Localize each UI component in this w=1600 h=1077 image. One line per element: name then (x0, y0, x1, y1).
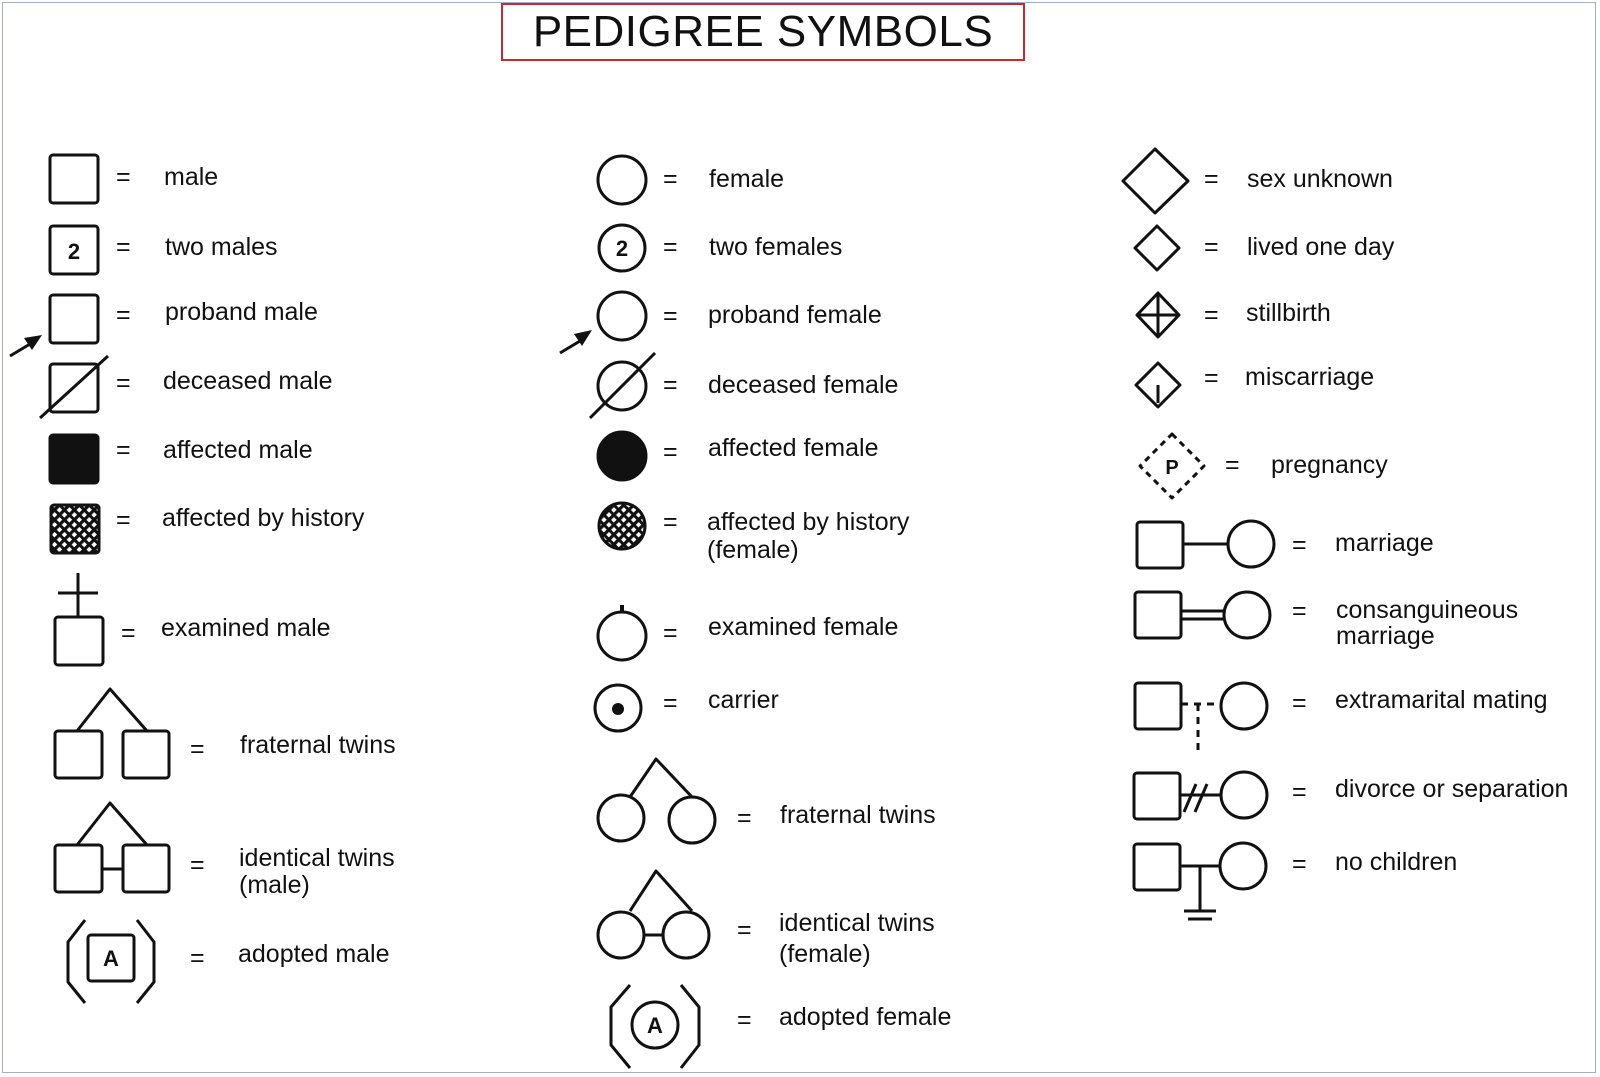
extramarital-mating-symbol (1135, 683, 1267, 753)
label-pregnancy: pregnancy (1271, 451, 1388, 479)
no-children-symbol (1134, 843, 1266, 919)
affected-female-symbol (598, 432, 646, 480)
label-two-females: two females (709, 233, 843, 261)
two-females-symbol (599, 225, 645, 271)
equals-sign: = (1292, 689, 1307, 717)
label-affected-female: affected female (708, 434, 879, 462)
equals-sign: = (1292, 531, 1307, 559)
page-title: PEDIGREE SYMBOLS (532, 7, 994, 56)
adopted-female-symbol (611, 985, 699, 1068)
affected-by-history-male-symbol (51, 505, 99, 553)
equals-sign: = (116, 233, 131, 261)
label-deceased-male: deceased male (163, 367, 333, 395)
label-identical-twins-male-note: (male) (239, 871, 310, 899)
equals-sign: = (1204, 233, 1219, 261)
identical-twins-female-symbol (598, 871, 709, 958)
two-males-symbol (50, 226, 98, 274)
equals-sign: = (1292, 597, 1307, 625)
fraternal-twins-male-symbol (55, 689, 169, 778)
equals-sign: = (1292, 850, 1307, 878)
marriage-symbol (1137, 521, 1274, 568)
equals-sign: = (116, 301, 131, 329)
svg-text:A: A (647, 1013, 663, 1038)
equals-sign: = (1204, 165, 1219, 193)
equals-sign: = (121, 619, 136, 647)
label-proband-male: proband male (165, 298, 318, 326)
label-no-children: no children (1335, 848, 1458, 876)
svg-text:2: 2 (615, 236, 629, 261)
equals-sign: = (663, 619, 678, 647)
label-carrier: carrier (708, 686, 779, 714)
label-proband-female: proband female (708, 301, 882, 329)
label-identical-twins-male: identical twins (239, 844, 395, 872)
label-adopted-female: adopted female (779, 1003, 952, 1031)
equals-sign: = (1204, 301, 1219, 329)
proband-arrow-icon (10, 335, 42, 356)
label-fraternal-twins-female: fraternal twins (780, 801, 936, 829)
label-affected-male: affected male (163, 436, 313, 464)
equals-sign: = (1225, 451, 1240, 479)
proband-female-symbol (598, 292, 646, 340)
sex-unknown-symbol (1123, 149, 1188, 213)
equals-sign: = (1204, 364, 1219, 392)
affected-by-history-female-symbol (599, 503, 645, 549)
stillbirth-symbol (1137, 293, 1179, 337)
pregnancy-symbol (1140, 434, 1204, 498)
affected-male-symbol (50, 435, 98, 483)
fraternal-twins-female-symbol (598, 759, 715, 843)
deceased-male-symbol (40, 356, 108, 418)
label-divorce-or-separation: divorce or separation (1335, 775, 1569, 803)
label-miscarriage: miscarriage (1245, 363, 1375, 391)
label-extramarital-mating: extramarital mating (1335, 686, 1548, 714)
proband-male-symbol (50, 295, 98, 343)
equals-sign: = (663, 438, 678, 466)
label-lived-one-day: lived one day (1247, 233, 1395, 261)
equals-sign: = (116, 436, 131, 464)
identical-twins-male-symbol (55, 803, 169, 892)
label-male: male (164, 163, 219, 191)
label-examined-female: examined female (708, 613, 899, 641)
equals-sign: = (190, 851, 205, 879)
label-marriage: marriage (1335, 529, 1434, 557)
consanguineous-marriage-symbol (1135, 592, 1270, 638)
label-adopted-male: adopted male (238, 940, 390, 968)
proband-arrow-icon (560, 330, 592, 353)
equals-sign: = (663, 689, 678, 717)
label-fraternal-twins-male: fraternal twins (240, 731, 396, 759)
svg-text:P: P (1165, 457, 1179, 479)
label-sex-unknown: sex unknown (1247, 165, 1393, 193)
label-affected-by-history-female: affected by history (707, 508, 910, 536)
equals-sign: = (737, 916, 752, 944)
equals-sign: = (737, 1006, 752, 1034)
deceased-female-symbol (590, 353, 655, 418)
divorce-symbol (1134, 772, 1267, 819)
examined-male-symbol (55, 573, 103, 665)
equals-sign: = (1292, 778, 1307, 806)
adopted-male-symbol (68, 920, 154, 1003)
miscarriage-symbol (1136, 363, 1180, 407)
equals-sign: = (663, 371, 678, 399)
equals-sign: = (190, 735, 205, 763)
equals-sign: = (663, 508, 678, 536)
equals-sign: = (116, 506, 131, 534)
label-female: female (709, 165, 785, 193)
female-symbol (598, 156, 646, 204)
equals-sign: = (663, 233, 678, 261)
lived-one-day-symbol (1135, 226, 1179, 270)
equals-sign: = (116, 369, 131, 397)
label-consanguineous: consanguineous (1336, 596, 1519, 624)
equals-sign: = (663, 302, 678, 330)
svg-text:A: A (103, 946, 119, 971)
male-symbol (50, 155, 98, 203)
examined-female-symbol (598, 605, 646, 660)
equals-sign: = (737, 804, 752, 832)
label-examined-male: examined male (161, 614, 331, 642)
equals-sign: = (116, 163, 131, 191)
label-two-males: two males (165, 233, 278, 261)
label-affected-by-history-male: affected by history (162, 504, 365, 532)
equals-sign: = (190, 944, 205, 972)
label-identical-twins-female: identical twins (779, 909, 935, 937)
equals-sign: = (663, 165, 678, 193)
svg-text:2: 2 (67, 239, 81, 264)
label-deceased-female: deceased female (708, 371, 899, 399)
label-consanguineous-marriage: marriage (1336, 622, 1435, 650)
carrier-symbol (595, 685, 641, 731)
label-affected-by-history-female-note: (female) (707, 536, 799, 564)
label-identical-twins-female-note: (female) (779, 940, 871, 968)
label-stillbirth: stillbirth (1246, 299, 1331, 327)
